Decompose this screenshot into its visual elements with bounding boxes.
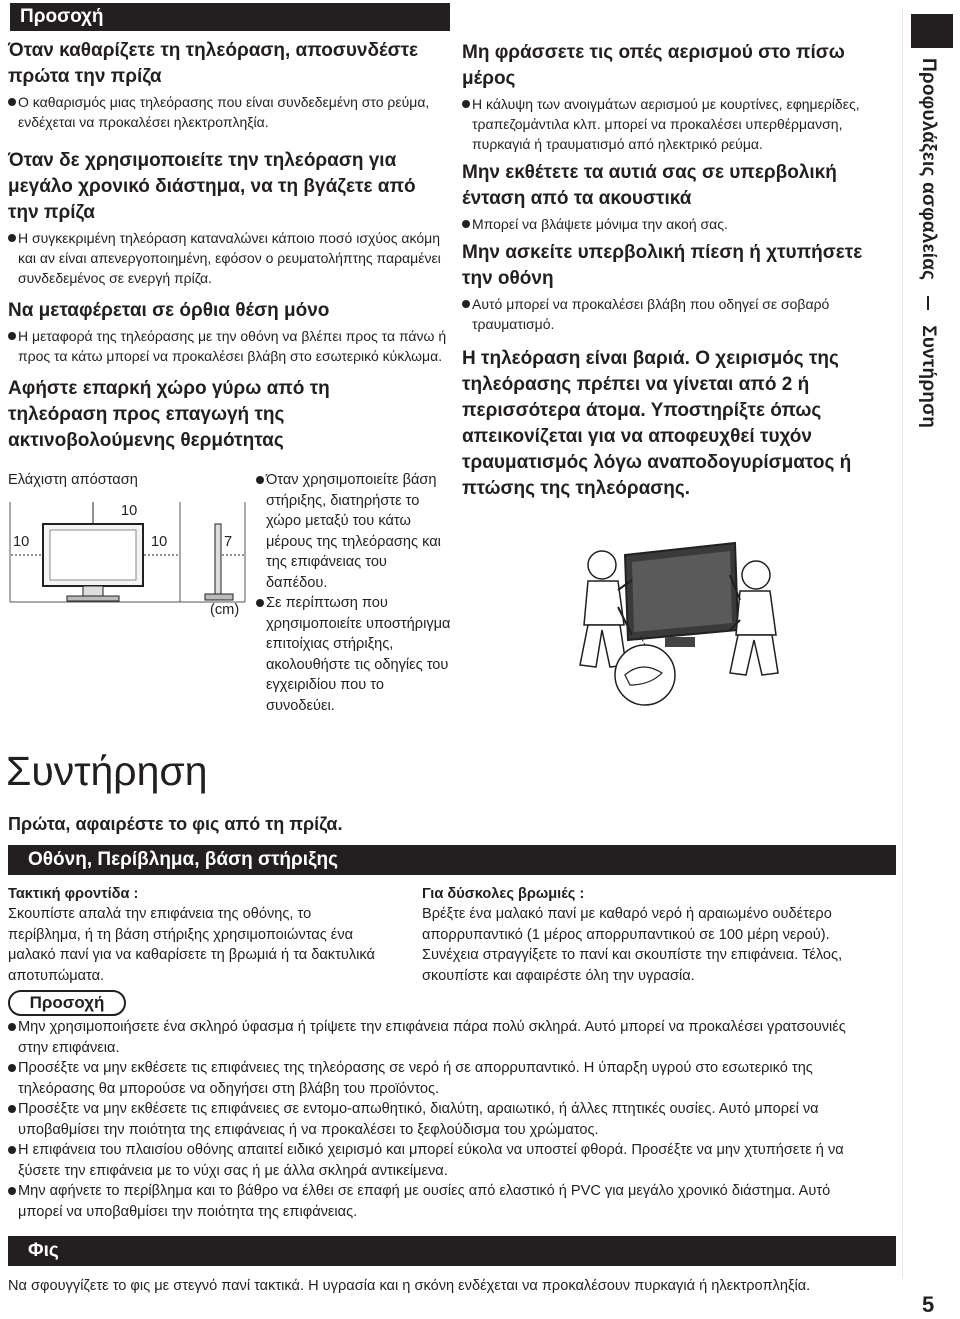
- maintenance-title: Συντήρηση: [6, 748, 208, 794]
- two-person-lift-illustration: [570, 535, 785, 710]
- plug-text: Να σφουγγίζετε το φις με στεγνό πανί τακτικά. Η υγρασία και η σκόνη ενδέχεται να προκαλέσουν πυρκαγιά ή ηλεκτροπληξία.: [8, 1278, 811, 1294]
- maintenance-subtitle: Πρώτα, αφαιρέστε το φις από τη πρίζα.: [8, 814, 343, 834]
- bullet-headphones: Μπορεί να βλάψετε μόνιμα την ακοή σας.: [462, 214, 892, 234]
- left-column: [8, 38, 448, 454]
- bullet-screen-pressure: Αυτό μπορεί να προκαλέσει βλάβη που οδηγεί σε σοβαρό τραυματισμό.: [462, 294, 892, 334]
- section-title-heavy-tv: Η τηλεόραση είναι βαριά. Ο χειρισμός της τηλεόρασης πρέπει να γίνεται από 2 ή περισσότερα άτομα. Υποστηρίξτε όπως απεικονίζεται για να αποφευχθεί τυχόν τραυματισμός λόγω αναποδογυρίσματος ή πτώσης της τηλεόρασης.: [462, 348, 852, 499]
- dim-right: 10: [151, 534, 168, 550]
- section-title-headphones: Μην εκθέτετε τα αυτιά σας σε υπερβολική ένταση από τα ακουστικά: [462, 162, 837, 209]
- section-title-ventilation-space: Αφήστε επαρκή χώρο γύρω από τη τηλεόραση προς επαγωγή της ακτινοβολούμενης θερμότητας: [8, 378, 330, 451]
- side-tab: [902, 8, 953, 1278]
- section-title-unplug-long-time: Όταν δε χρησιμοποιείτε την τηλεόραση για μεγάλο χρονικό διάστημα, να τη βγάζετε από την πρίζα: [8, 150, 416, 223]
- unit-cm: (cm): [210, 602, 240, 618]
- stubborn-dirt-text: Βρέξτε ένα μαλακό πανί με καθαρό νερό ή αραιωμένο ουδέτερο απορρυπαντικό (1 μέρος απορρυπαντικού σε 100 μέρη νερού). Συνέχεια στραγγίξετε το πανί και σκουπίστε την επιφάνεια. Τέλος, σκουπίστε και αφαιρέστε όλη την υγρασία.: [422, 906, 843, 984]
- bullet-stand-space: Όταν χρησιμοποιείτε βάση στήριξης, διατηρήστε το χώρο μεταξύ του κάτω μέρους της τηλεόρασης και της επιφάνειας του δαπέδου.: [256, 470, 451, 593]
- caution-item: Προσέξτε να μην εκθέσετε τις επιφάνειες της τηλεόρασης σε νερό ή σε απορρυπαντικό. Η ύπαρξη υγρού στο εσωτερικό της τηλεόρασης θα μπορούσε να οδηγήσει στη βλάβη του προϊόντος.: [8, 1058, 878, 1099]
- bullet-unplug-cleaning: Ο καθαρισμός μιας τηλεόρασης που είναι συνδεδεμένη στο ρεύμα, ενδέχεται να προκαλέσει ηλεκτροπληξία.: [8, 92, 448, 132]
- side-tab-separator: [927, 296, 929, 310]
- regular-care-label: Τακτική φροντίδα :: [8, 886, 139, 902]
- bullet-wall-bracket: Σε περίπτωση που χρησιμοποιείτε υποστήριγμα επιτοίχιας στήριξης, ακολουθήστε τις οδηγίες του εγχειριδίου που το συνοδεύει.: [256, 593, 451, 716]
- bullet-unplug-long-time: Η συγκεκριμένη τηλεόραση καταναλώνει κάποιο ποσό ισχύος ακόμη και αν είναι απενεργοποιημένη, εφόσον ο ρευματολήπτης παραμένει συνδεδεμένος σε ενεργή πρίζα.: [8, 228, 448, 288]
- stubborn-dirt-label: Για δύσκολες βρωμιές :: [422, 886, 585, 902]
- side-tab-maintenance: Συντήρηση: [918, 325, 939, 429]
- page-number: 5: [922, 1292, 935, 1317]
- side-tab-marker: [911, 14, 953, 48]
- dim-back: 7: [224, 534, 233, 550]
- caution-item: Μην αφήνετε το περίβλημα και το βάθρο να έλθει σε επαφή με ουσίες από ελαστικό ή PVC για μεγάλο χρονικό διάστημα. Αυτό μπορεί να υποβαθμίσει την ποιότητα της επιφάνειας.: [8, 1181, 878, 1222]
- section-title-vents: Μη φράσσετε τις οπές αερισμού στο πίσω μέρος: [462, 42, 845, 89]
- plug-bar: Φις: [8, 1236, 896, 1266]
- maintenance-caution-pill: Προσοχή: [8, 990, 126, 1016]
- bullet-vents: Η κάλυψη των ανοιγμάτων αερισμού με κουρτίνες, εφημερίδες, τραπεζομάντιλα κλπ. μπορεί να προκαλέσει υπερθέρμανση, πυρκαγιά ή τραυματισμό από ηλεκτρικό ρεύμα.: [462, 94, 892, 154]
- dim-left: 10: [13, 534, 30, 550]
- stand-notes: [256, 470, 451, 716]
- maintenance-caution-list: [8, 1017, 878, 1222]
- right-column: [462, 40, 892, 502]
- caution-item: Η επιφάνεια του πλαισίου οθόνης απαιτεί ειδικό χειρισμό και μπορεί εύκολα να υποστεί φθορά. Προσέξτε να μην χτυπήσετε ή να ξύσετε την επιφάνεια με το νύχι σας ή με άλλα σκληρά αντικείμενα.: [8, 1140, 878, 1181]
- min-distance-label: Ελάχιστη απόσταση: [8, 472, 138, 488]
- caution-heading-bar: Προσοχή: [10, 3, 450, 31]
- section-title-upright-transport: Να μεταφέρεται σε όρθια θέση μόνο: [8, 300, 330, 321]
- side-tab-safety: Προφυλάξεις ασφαλείας: [918, 58, 939, 281]
- caution-item: Προσέξτε να μην εκθέσετε τις επιφάνειες σε εντομο-απωθητικό, διαλύτη, αραιωτικό, ή άλλες πτητικές ουσίες. Αυτό μπορεί να υποβαθμίσει την ποιότητα της επιφάνειας ή να προκαλέσει το ξεφλούδισμα του χρώματος.: [8, 1099, 878, 1140]
- screen-cabinet-stand-bar: Οθόνη, Περίβλημα, βάση στήριξης: [8, 845, 896, 875]
- regular-care-text: Σκουπίστε απαλά την επιφάνεια της οθόνης, το περίβλημα, ή τη βάση στήριξης χρησιμοποιώντας ένα μαλακό πανί για να καθαρίσετε τη βρωμιά ή τα δακτυλικά αποτυπώματα.: [8, 906, 375, 984]
- section-title-screen-pressure: Μην ασκείτε υπερβολική πίεση ή χτυπήσετε την οθόνη: [462, 242, 863, 289]
- bullet-upright-transport: Η μεταφορά της τηλεόρασης με την οθόνη να βλέπει προς τα πάνω ή προς τα κάτω μπορεί να προκαλέσει βλάβη στο εσωτερικό κύκλωμα.: [8, 326, 448, 366]
- section-title-unplug-cleaning: Όταν καθαρίζετε τη τηλεόραση, αποσυνδέστε πρώτα την πρίζα: [8, 40, 419, 87]
- side-tab-label: [917, 58, 939, 428]
- caution-item: Μην χρησιμοποιήσετε ένα σκληρό ύφασμα ή τρίψετε την επιφάνεια πάρα πολύ σκληρά. Αυτό μπορεί να προκαλέσει γρατσουνιές στην επιφάνεια.: [8, 1017, 878, 1058]
- dim-top: 10: [121, 503, 138, 519]
